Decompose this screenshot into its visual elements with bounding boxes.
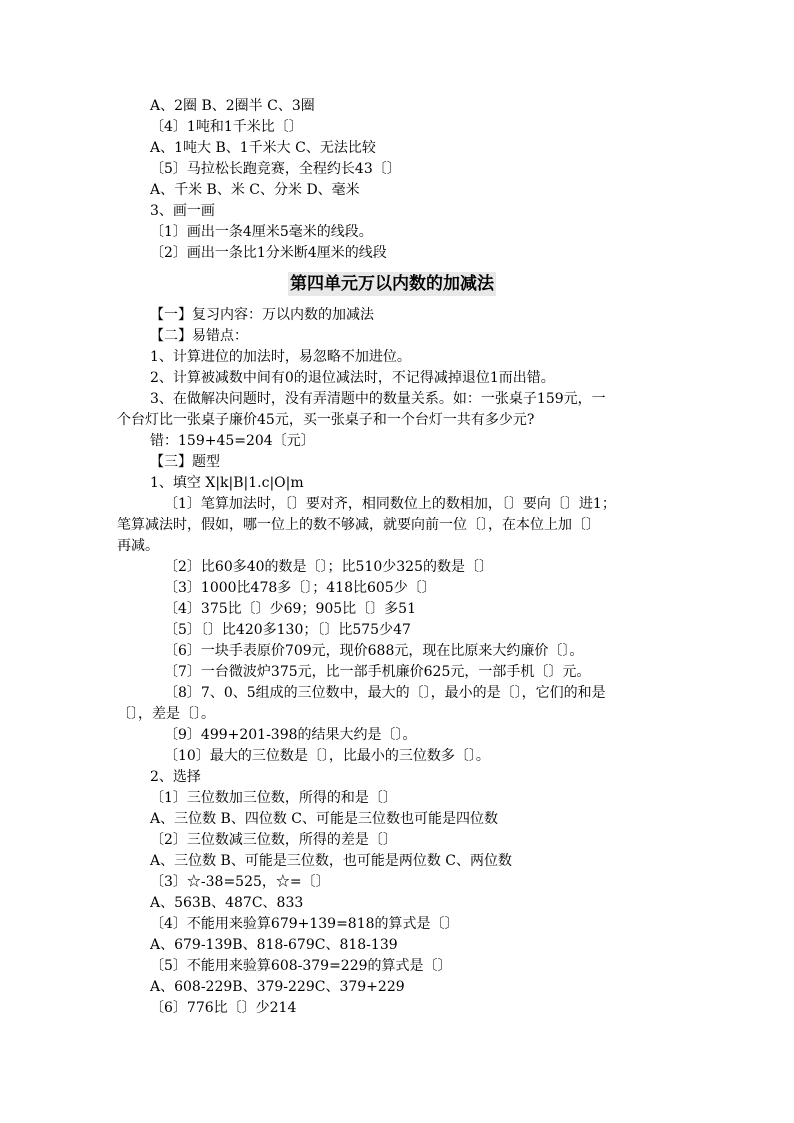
choice-options-line: A、千米 B、米 C、分米 D、毫米 <box>150 182 360 198</box>
fill-item-continued: 再减。 <box>117 538 159 554</box>
fill-item: 〔10〕最大的三位数是〔〕，比最小的三位数多〔〕。 <box>164 748 490 764</box>
fill-item: 〔6〕一块手表原价709元，现价688元，现在比原来大约廉价〔〕。 <box>164 643 584 659</box>
choice-label: 2、选择 <box>150 769 201 785</box>
choice-question: 〔2〕三位数减三位数，所得的差是〔〕 <box>150 832 397 848</box>
fill-item: 〔4〕375比〔〕少69；905比〔〕多51 <box>164 601 416 617</box>
fill-item: 〔1〕笔算加法时，〔〕要对齐，相同数位上的数相加，〔〕要向〔〕进1； <box>164 496 616 512</box>
choice-question: 〔5〕不能用来验算608-379=229的算式是〔〕 <box>150 958 452 974</box>
types-label: 【三】题型 <box>150 454 220 470</box>
fill-item: 〔8〕7、0、5组成的三位数中，最大的〔〕，最小的是〔〕，它们的和是 <box>164 685 606 701</box>
error-example: 错：159+45=204〔元〕 <box>150 433 315 449</box>
choice-question: 〔4〕不能用来验算679+139=818的算式是〔〕 <box>150 916 459 932</box>
choice-question: 〔1〕三位数加三位数，所得的和是〔〕 <box>150 790 397 806</box>
fill-item-continued: 笔算减法时，假如，哪一位上的数不够减，就要向前一位〔〕，在本位上加〔〕 <box>117 517 600 533</box>
fill-item: 〔5〕〔〕比420多130；〔〕比575少47 <box>164 622 411 638</box>
choice-options-line: A、三位数 B、可能是三位数，也可能是两位数 C、两位数 <box>150 853 513 869</box>
question-line: 〔4〕1吨和1千米比〔〕 <box>150 119 303 135</box>
choice-options-line: A、679-139B、818-679C、818-139 <box>150 937 398 953</box>
choice-question: 〔3〕☆-38=525，☆=〔〕 <box>150 874 330 890</box>
question-line: 〔2〕画出一条比1分米断4厘米的线段 <box>150 245 387 261</box>
error-item: 3、在做解决问题时，没有弄清题中的数量关系。如：一张桌子159元，一 <box>150 391 606 407</box>
fill-item-continued: 〔〕，差是〔〕。 <box>117 706 215 722</box>
choice-question: 〔6〕776比〔〕少214 <box>150 1000 297 1016</box>
fill-item: 〔7〕一台微波炉375元，比一部手机廉价625元，一部手机〔〕元。 <box>164 664 591 680</box>
fill-item: 〔3〕1000比478多〔〕；418比605少〔〕 <box>164 580 436 596</box>
section-title: 第四单元万以内数的加减法 <box>290 274 494 294</box>
fill-item: 〔2〕比60多40的数是〔〕；比510少325的数是〔〕 <box>164 559 493 575</box>
choice-options-line: A、563B、487C、833 <box>150 895 304 911</box>
error-item-continued: 个台灯比一张桌子廉价45元，买一张桌子和一个台灯一共有多少元? <box>117 412 535 428</box>
error-item: 2、计算被减数中间有0的退位减法时，不记得减掉退位1而出错。 <box>150 370 555 386</box>
choice-options-line: A、608-229B、379-229C、379+229 <box>150 979 405 995</box>
question-line: 〔1〕画出一条4厘米5毫米的线段。 <box>150 224 373 240</box>
fill-blank-label: 1、填空 X|k|B|1.c|O|m <box>150 475 304 491</box>
review-content-line: 【一】复习内容：万以内数的加减法 <box>150 307 374 323</box>
choice-options-line: A、三位数 B、四位数 C、可能是三位数也可能是四位数 <box>150 811 499 827</box>
choice-options-line: A、2圈 B、2圈半 C、3圈 <box>150 98 315 114</box>
question-line: 〔5〕马拉松长跑竞赛，全程约长43〔〕 <box>150 161 401 177</box>
choice-options-line: A、1吨大 B、1千米大 C、无法比较 <box>150 140 376 156</box>
section-label-draw: 3、画一画 <box>150 203 215 219</box>
fill-item: 〔9〕499+201-398的结果大约是〔〕。 <box>164 727 417 743</box>
errors-label: 【二】易错点： <box>150 328 248 344</box>
error-item: 1、计算进位的加法时，易忽略不加进位。 <box>150 349 411 365</box>
